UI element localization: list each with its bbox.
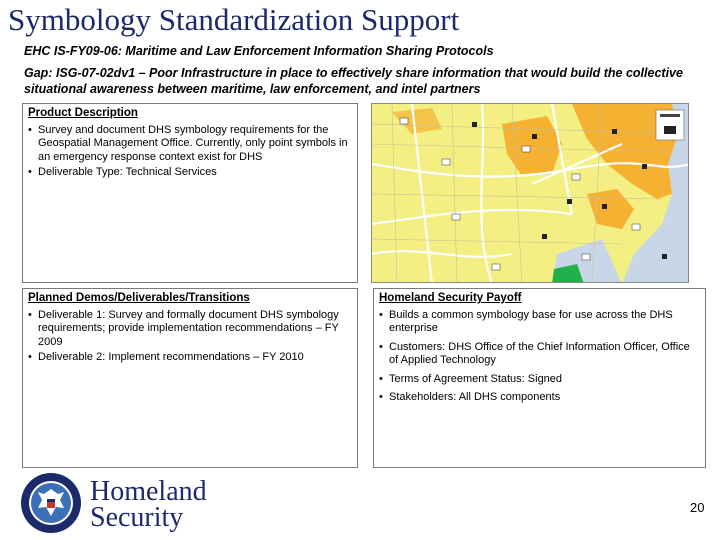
logo-word-security: Security [90, 502, 184, 533]
map-image [371, 103, 689, 283]
dhs-seal-icon [20, 472, 82, 534]
list-item: • Stakeholders: All DHS components [379, 391, 561, 403]
planned-demos-heading: Planned Demos/Deliverables/Transitions [28, 292, 250, 304]
slide-subtitle: EHC IS-FY09-06: Maritime and Law Enforcement Information Sharing Protocols [24, 44, 494, 58]
product-description-list [28, 124, 352, 180]
list-item: • Deliverable Type: Technical Services [28, 166, 217, 178]
bullet-icon: • [379, 391, 383, 403]
payoff-heading: Homeland Security Payoff [379, 292, 522, 304]
list-item: • Customers: DHS Office of the Chief Information Officer, Office of Applied Technology [379, 340, 690, 366]
list-item: • Deliverable 1: Survey and formally document DHS symbology requirements; provide implementation recommendations – FY 2009 [28, 308, 339, 348]
dhs-logo [20, 472, 220, 536]
page-number: 20 [690, 500, 705, 515]
planned-demos-box [22, 288, 358, 468]
list-item: • Builds a common symbology base for use across the DHS enterprise [379, 308, 673, 334]
product-description-box [22, 103, 358, 283]
bullet-icon: • [28, 123, 32, 136]
bullet-icon: • [28, 166, 32, 178]
gap-statement: Gap: ISG-07-02dv1 – Poor Infrastructure in place to effectively share information that would build the collective situational awareness between maritime, law enforcement, and intel partners [24, 66, 683, 96]
list-item: • Deliverable 2: Implement recommendations – FY 2010 [28, 351, 304, 363]
bullet-icon: • [379, 308, 383, 321]
planned-demos-list [28, 309, 352, 365]
list-item: • Terms of Agreement Status: Signed [379, 372, 563, 385]
homeland-security-payoff-box [373, 288, 706, 468]
slide-title: Symbology Standardization Support [8, 2, 460, 37]
bullet-icon: • [28, 351, 32, 363]
bullet-icon: • [28, 308, 32, 321]
map-graphic [372, 104, 689, 283]
bullet-icon: • [379, 340, 383, 353]
bullet-icon: • [379, 372, 383, 385]
logo-word-homeland: Homeland [90, 476, 207, 507]
product-description-heading: Product Description [28, 107, 138, 119]
list-item: • Survey and document DHS symbology requirements for the Geospatial Management Office. Currently, only point symbols in an emergency response context exist for DHS [28, 123, 348, 163]
payoff-list [379, 309, 700, 405]
